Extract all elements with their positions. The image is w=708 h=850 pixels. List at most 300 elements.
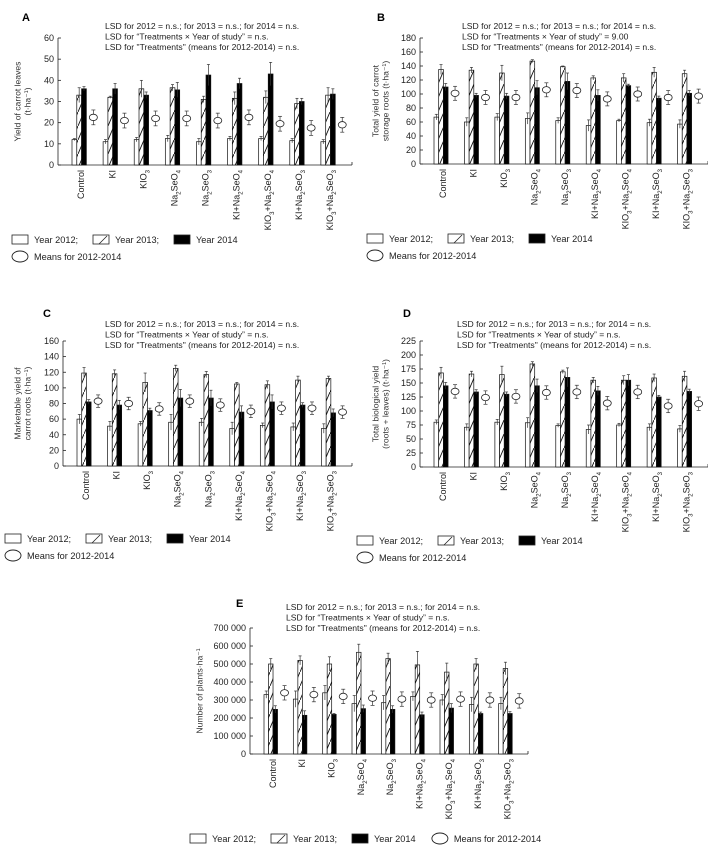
bar-year-2014 — [626, 380, 631, 467]
bar-year-2012 — [617, 425, 622, 467]
mean-marker — [281, 690, 289, 696]
y-tick-label: 50 — [43, 54, 54, 65]
bar-group-KI+Na2SeO3 — [291, 376, 316, 466]
y-tick-label: 20 — [48, 445, 59, 456]
mean-marker — [664, 94, 672, 100]
category-label: $Na_2SeO_3$ — [385, 759, 398, 796]
bar-year-2014 — [331, 413, 336, 466]
category-label: $KIO_3+Na_2SeO_4$ — [263, 170, 276, 231]
bar-year-2014 — [148, 411, 153, 466]
bar-year-2014 — [596, 95, 601, 164]
bar-year-2013 — [298, 660, 303, 754]
legend-swatch — [519, 536, 535, 545]
bar-year-2013 — [469, 70, 474, 164]
bar-year-2014 — [626, 86, 631, 164]
legend-label: Year 2014 — [551, 234, 593, 244]
bar-group-Na2SeO4 — [169, 365, 194, 466]
category-label: $KIO_3+Na_2SeO_3$ — [502, 759, 516, 820]
mean-marker — [216, 402, 224, 408]
y-tick-label: 400 000 — [213, 677, 246, 687]
lsd-annotation: LSD for 2012 = n.s.; for 2013 = n.s.; for 2014 = n.s. — [462, 21, 657, 31]
bar-year-2013 — [234, 384, 239, 466]
legend-mean-icon — [357, 552, 373, 563]
y-tick-label: 0 — [48, 160, 54, 170]
bar-year-2012 — [228, 139, 233, 165]
mean-marker — [125, 400, 133, 406]
mean-marker — [427, 697, 435, 703]
bar-year-2013 — [170, 88, 175, 165]
category-label: $KI+Na_2SeO_3$ — [651, 472, 664, 522]
bar-group-KIO3+Na2SeO4 — [440, 663, 465, 754]
mean-marker — [186, 398, 194, 404]
y-tick-label: 225 — [400, 336, 416, 346]
bar-year-2012 — [103, 142, 108, 165]
bar-group-KIO3 — [134, 80, 159, 165]
legend-label: Year 2012; — [389, 234, 434, 244]
mean-marker — [183, 115, 191, 121]
category-label: $Na_2SeO_4$ — [356, 759, 369, 796]
bar-year-2014 — [449, 708, 454, 754]
mean-marker — [308, 405, 316, 411]
category-label: KI — [111, 471, 122, 480]
mean-marker — [152, 115, 160, 121]
bar-year-2013 — [439, 373, 444, 467]
bar-year-2013 — [326, 95, 331, 165]
lsd-annotation: LSD for 2012 = n.s.; for 2013 = n.s.; for 2014 = n.s. — [105, 319, 300, 329]
category-label: $KI+Na_2SeO_3$ — [295, 471, 308, 521]
mean-marker — [486, 697, 494, 703]
legend-swatch — [357, 536, 373, 545]
bar-group-Na2SeO4 — [165, 82, 190, 165]
chart-panels — [5, 12, 708, 844]
legend-label: Year 2014 — [189, 534, 231, 544]
mean-marker — [481, 394, 489, 400]
mean-marker — [277, 405, 285, 411]
category-label: $Na_2SeO_4$ — [529, 472, 542, 509]
bar-year-2014 — [443, 386, 448, 467]
bar-group-KI+Na2SeO4 — [230, 382, 255, 466]
panel-label: D — [403, 308, 411, 321]
bar-year-2012 — [556, 121, 561, 164]
bar-group-KI+Na2SeO4 — [411, 651, 436, 754]
bar-year-2013 — [173, 368, 178, 466]
y-tick-label: 300 000 — [213, 695, 246, 705]
category-label: $KIO_3+Na_2SeO_4$ — [444, 759, 457, 820]
bar-year-2012 — [617, 121, 622, 164]
bar-year-2013 — [621, 78, 626, 164]
mean-marker — [695, 93, 703, 99]
mean-marker — [307, 125, 315, 131]
y-axis-title: Total yield of carrot — [370, 64, 381, 138]
bar-year-2013 — [682, 74, 687, 164]
legend-mean-icon — [432, 833, 448, 844]
legend-label: Year 2013; — [460, 536, 505, 546]
lsd-annotation: LSD for 2012 = n.s.; for 2013 = n.s.; for 2014 = n.s. — [105, 21, 300, 31]
bar-year-2012 — [464, 427, 469, 467]
bar-year-2012 — [469, 705, 474, 755]
bar-year-2013 — [204, 375, 209, 466]
y-tick-label: 150 — [400, 378, 416, 388]
bar-year-2014 — [656, 98, 661, 164]
bar-year-2014 — [656, 397, 661, 467]
bar-year-2013 — [469, 374, 474, 467]
category-label: $KIO_3$ — [499, 169, 512, 188]
bar-group-Na2SeO4 — [525, 60, 550, 164]
y-tick-label: 700 000 — [213, 623, 246, 633]
bar-year-2014 — [144, 95, 149, 165]
bar-group-Control — [264, 659, 289, 754]
bar-year-2013 — [445, 672, 450, 754]
bar-year-2013 — [82, 373, 87, 466]
bar-year-2014 — [443, 87, 448, 164]
bar-year-2012 — [647, 123, 652, 164]
bar-year-2012 — [381, 703, 386, 754]
y-tick-label: 175 — [400, 364, 416, 374]
y-tick-label: 0 — [410, 462, 416, 472]
bar-group-KIO3+Na2SeO3 — [499, 662, 524, 754]
bar-year-2014 — [474, 392, 479, 467]
category-label: $KIO_3+Na_2SeO_3$ — [325, 471, 339, 532]
lsd-annotation: LSD for "Treatments" (means for 2012-2014) = n.s. — [462, 42, 657, 52]
y-tick-label: 20 — [405, 145, 416, 155]
category-label: $KI+Na_2SeO_4$ — [590, 169, 603, 219]
bar-year-2013 — [386, 659, 391, 754]
bar-year-2014 — [270, 402, 275, 466]
bar-year-2012 — [647, 427, 652, 467]
bar-year-2013 — [503, 669, 508, 755]
bar-group-KIO3+Na2SeO4 — [259, 62, 284, 165]
bar-year-2013 — [682, 376, 687, 467]
bar-year-2012 — [525, 119, 530, 165]
mean-marker — [664, 403, 672, 409]
category-label: KI — [468, 472, 479, 481]
bar-year-2013 — [327, 664, 332, 754]
category-label: $KIO_3$ — [138, 170, 151, 189]
panel-label: C — [43, 308, 51, 321]
lsd-annotation: LSD for "Treatments" (means for 2012-2014) = n.s. — [286, 623, 481, 633]
bar-year-2012 — [259, 139, 264, 165]
y-tick-label: 30 — [43, 96, 54, 107]
legend-label: Year 2013; — [470, 234, 515, 244]
y-axis-title: Number of plants·ha⁻¹ — [194, 648, 205, 734]
bar-year-2013 — [560, 67, 565, 164]
category-label: $Na_2SeO_3$ — [560, 169, 573, 206]
bar-group-Na2SeO4 — [525, 362, 550, 467]
bar-group-KIO3 — [495, 366, 520, 467]
y-axis-title: Yield of carrot leaves — [12, 61, 23, 142]
y-tick-label: 125 — [400, 392, 416, 402]
category-label: Control — [81, 471, 92, 501]
y-axis-title: Total biological yield — [370, 365, 381, 443]
panel-A — [12, 12, 352, 262]
panel-D — [357, 308, 708, 563]
category-label: Control — [76, 170, 87, 200]
y-tick-label: 120 — [400, 75, 416, 85]
mean-marker — [94, 398, 102, 404]
y-tick-label: 0 — [410, 159, 416, 169]
y-tick-label: 40 — [43, 75, 54, 86]
y-tick-label: 160 — [43, 336, 59, 346]
bar-year-2012 — [586, 126, 591, 165]
y-tick-label: 180 — [400, 33, 416, 43]
y-tick-label: 140 — [43, 351, 59, 362]
bar-year-2012 — [196, 142, 201, 165]
category-label: Control — [268, 759, 279, 789]
bar-group-KIO3+Na2SeO3 — [678, 70, 703, 164]
y-tick-label: 10 — [43, 138, 54, 149]
mean-marker — [214, 117, 222, 123]
legend-swatch — [167, 534, 183, 543]
mean-marker — [603, 400, 611, 406]
bar-year-2012 — [199, 422, 204, 466]
mean-marker — [451, 90, 459, 96]
bar-year-2014 — [420, 715, 425, 754]
bar-year-2014 — [302, 715, 307, 754]
mean-marker — [369, 695, 377, 701]
bar-year-2014 — [206, 75, 211, 165]
mean-marker — [451, 388, 459, 394]
bar-year-2012 — [434, 422, 439, 467]
bar-year-2014 — [478, 714, 483, 755]
legend-label: Year 2014 — [374, 834, 416, 844]
bar-year-2012 — [260, 425, 265, 466]
bar-year-2013 — [439, 70, 444, 165]
y-axis-title: Marketable yield of — [12, 367, 23, 440]
bar-year-2013 — [143, 382, 148, 466]
bar-year-2014 — [535, 88, 540, 164]
bar-year-2012 — [134, 140, 139, 165]
bar-year-2014 — [86, 402, 91, 466]
y-tick-label: 100 — [43, 382, 59, 393]
lsd-annotation: LSD for “Treatments × Year of study” = n.s. — [105, 329, 269, 340]
legend-swatch — [352, 834, 368, 843]
bar-year-2014 — [268, 74, 273, 165]
panel-C — [5, 308, 352, 561]
legend-label: Means for 2012-2014 — [34, 252, 122, 262]
category-label: $KIO_3+Na_2SeO_4$ — [264, 471, 277, 532]
bar-group-KI+Na2SeO4 — [228, 78, 253, 165]
legend-swatch — [174, 235, 190, 244]
legend-label: Year 2013; — [108, 534, 153, 544]
lsd-annotation: LSD for "Treatments" (means for 2012-2014) = n.s. — [105, 340, 300, 350]
bar-year-2013 — [621, 380, 626, 467]
bar-group-Control — [77, 368, 102, 466]
bar-year-2014 — [474, 95, 479, 164]
mean-marker — [339, 693, 347, 699]
lsd-annotation: LSD for “Treatments × Year of study” = n.s. — [457, 329, 621, 340]
mean-marker — [310, 691, 318, 697]
bar-year-2012 — [77, 419, 82, 466]
category-label: $KI+Na_2SeO_4$ — [414, 759, 428, 809]
bar-year-2013 — [77, 95, 82, 165]
panel-label: E — [236, 598, 244, 611]
bar-group-KIO3+Na2SeO3 — [321, 88, 346, 165]
legend-label: Means for 2012-2014 — [389, 251, 477, 261]
legend-label: Year 2013; — [115, 235, 160, 245]
bar-group-KI+Na2SeO4 — [586, 377, 611, 467]
y-tick-label: 80 — [48, 398, 59, 409]
bar-group-Na2SeO3 — [199, 371, 224, 466]
bar-group-Na2SeO3 — [556, 66, 581, 164]
mean-marker — [338, 122, 346, 128]
bar-year-2014 — [299, 102, 304, 166]
bar-group-KIO3+Na2SeO4 — [260, 381, 285, 466]
bar-year-2014 — [535, 386, 540, 467]
bar-year-2012 — [525, 423, 530, 467]
y-tick-label: 600 000 — [213, 641, 246, 651]
legend-swatch — [190, 834, 206, 843]
category-label: $KI+Na_2SeO_4$ — [234, 471, 247, 521]
legend — [12, 235, 238, 262]
panel-label: B — [377, 12, 385, 25]
bar-group-Na2SeO3 — [556, 368, 581, 467]
category-label: $Na_2SeO_3$ — [203, 471, 216, 508]
bar-year-2012 — [264, 695, 269, 754]
y-tick-label: 20 — [43, 117, 54, 128]
y-axis-title: (t·ha⁻¹) — [22, 87, 33, 116]
bar-year-2014 — [117, 405, 122, 466]
bar-year-2013 — [474, 664, 479, 754]
bar-year-2014 — [565, 377, 570, 467]
y-tick-label: 100 — [400, 406, 416, 416]
bar-year-2012 — [323, 693, 328, 754]
bar-year-2014 — [390, 709, 395, 754]
bar-year-2013 — [295, 104, 300, 165]
bar-year-2013 — [652, 72, 657, 164]
mean-marker — [89, 114, 97, 120]
category-label: $KI+Na_2SeO_4$ — [232, 170, 245, 220]
legend-label: Year 2012; — [379, 536, 424, 546]
bar-year-2014 — [239, 412, 244, 466]
category-label: $KI+Na_2SeO_4$ — [590, 472, 603, 522]
lsd-annotation: LSD for “Treatments × Year of study” = 9.00 — [462, 31, 629, 42]
bar-group-KI — [103, 84, 128, 165]
panel-E — [190, 598, 541, 844]
y-tick-label: 200 — [400, 350, 416, 360]
bar-year-2013 — [357, 652, 362, 754]
bar-year-2014 — [687, 93, 692, 164]
category-label: $KIO_3+Na_2SeO_4$ — [621, 169, 634, 230]
y-tick-label: 160 — [400, 47, 416, 57]
legend-swatch — [5, 534, 21, 543]
legend — [367, 234, 593, 261]
bar-year-2012 — [290, 141, 295, 165]
category-label: KI — [297, 759, 308, 768]
bar-year-2014 — [178, 398, 183, 466]
legend-mean-icon — [5, 550, 21, 561]
legend — [190, 833, 541, 844]
bar-group-KI — [464, 371, 489, 467]
bar-group-KIO3 — [323, 657, 348, 754]
bar-year-2012 — [321, 142, 326, 165]
bar-year-2012 — [499, 704, 504, 754]
bar-year-2013 — [530, 61, 535, 164]
bar-year-2013 — [652, 378, 657, 467]
panel-B — [367, 12, 708, 261]
y-tick-label: 40 — [405, 131, 416, 141]
bar-year-2012 — [678, 429, 683, 467]
mean-marker — [481, 94, 489, 100]
bar-group-KIO3 — [138, 373, 163, 466]
bar-year-2013 — [530, 364, 535, 467]
mean-marker — [603, 96, 611, 102]
bar-year-2013 — [326, 379, 331, 467]
bar-group-KIO3+Na2SeO4 — [617, 375, 642, 467]
legend — [357, 536, 583, 563]
y-tick-label: 60 — [43, 33, 54, 43]
category-label: $Na_2SeO_4$ — [173, 471, 186, 508]
mean-marker — [398, 696, 406, 702]
y-tick-label: 60 — [405, 117, 416, 127]
lsd-annotation: LSD for 2012 = n.s.; for 2013 = n.s.; for 2014 = n.s. — [286, 602, 481, 612]
bar-group-Na2SeO3 — [196, 64, 221, 165]
mean-marker — [695, 401, 703, 407]
mean-marker — [542, 389, 550, 395]
mean-marker — [573, 389, 581, 395]
legend-label: Year 2013; — [293, 834, 338, 844]
legend-label: Year 2014 — [196, 235, 238, 245]
bar-year-2013 — [500, 73, 505, 164]
y-tick-label: 80 — [405, 103, 416, 113]
bar-group-KIO3+Na2SeO3 — [321, 376, 346, 466]
y-tick-label: 100 — [400, 89, 416, 99]
bar-year-2014 — [237, 84, 242, 165]
y-tick-label: 500 000 — [213, 659, 246, 669]
category-label: $KI+Na_2SeO_3$ — [473, 759, 486, 809]
mean-marker — [573, 87, 581, 93]
category-label: Control — [438, 472, 449, 502]
legend-label: Year 2012; — [34, 235, 79, 245]
legend-swatch — [12, 235, 28, 244]
bar-group-KIO3+Na2SeO3 — [678, 371, 703, 467]
mean-marker — [276, 121, 284, 127]
bar-group-KIO3 — [495, 65, 520, 164]
bar-year-2013 — [591, 78, 596, 164]
bar-group-KI+Na2SeO4 — [586, 76, 611, 164]
legend-label: Year 2014 — [541, 536, 583, 546]
category-label: KI — [468, 169, 479, 178]
legend-label: Means for 2012-2014 — [27, 551, 115, 561]
bar-year-2013 — [265, 385, 270, 466]
bar-year-2014 — [209, 398, 214, 466]
y-axis-title: (roots + leaves) (t·ha⁻¹) — [380, 359, 391, 449]
mean-marker — [542, 87, 550, 93]
bar-year-2012 — [108, 426, 113, 466]
legend-mean-icon — [367, 250, 383, 261]
y-tick-label: 25 — [405, 448, 416, 458]
y-tick-label: 200 000 — [213, 713, 246, 723]
bar-year-2013 — [269, 664, 274, 754]
legend-swatch — [367, 234, 383, 243]
lsd-annotation: LSD for “Treatments × Year of study” = n.s. — [286, 612, 450, 623]
y-tick-label: 0 — [240, 749, 246, 759]
y-axis-title: carrot roots (t·ha⁻¹) — [22, 366, 33, 441]
bar-group-KI+Na2SeO3 — [647, 67, 672, 164]
bar-year-2014 — [175, 90, 180, 165]
bar-group-KI — [293, 656, 318, 754]
bar-group-Control — [434, 367, 459, 467]
bar-year-2014 — [273, 709, 278, 754]
lsd-annotation: LSD for "Treatments" (means for 2012-2014) = n.s. — [105, 42, 300, 52]
category-label: $KIO_3$ — [326, 759, 340, 778]
bar-year-2012 — [556, 426, 561, 467]
bar-year-2012 — [434, 117, 439, 164]
category-label: $KI+Na_2SeO_3$ — [294, 170, 307, 220]
bar-year-2012 — [321, 429, 326, 467]
bar-year-2012 — [495, 422, 500, 467]
bar-year-2013 — [263, 97, 268, 165]
bar-year-2014 — [565, 81, 570, 164]
